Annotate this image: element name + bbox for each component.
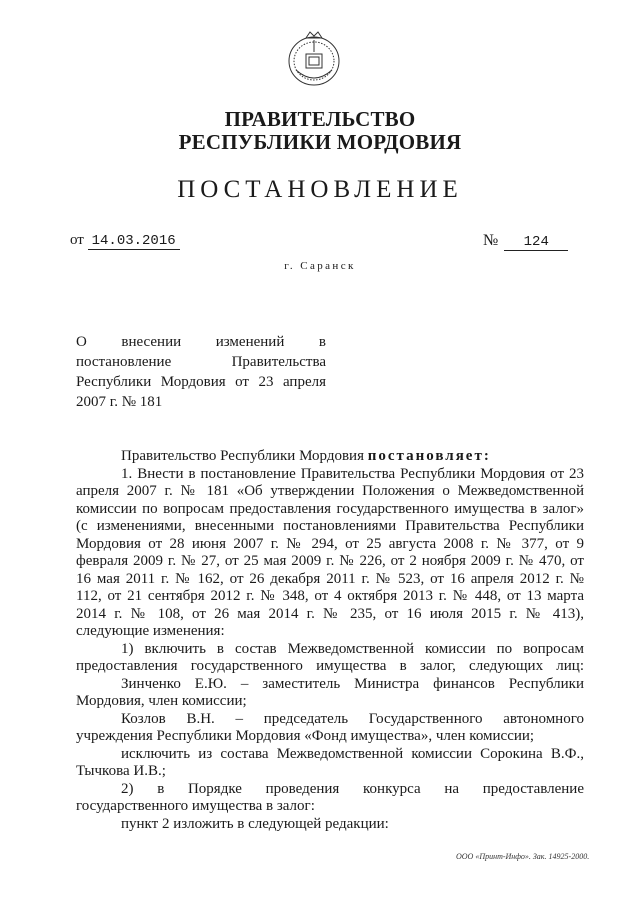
body-line: Мордовия от 28 июня 2007 г. № 294, от 25 августа 2008 г. № 377, от 9 <box>76 535 584 552</box>
body-line: предоставления государственного имущества в залог, следующих лиц: <box>76 658 584 674</box>
body-line: февраля 2009 г. № 27, от 25 мая 2009 г. № 226, от 2 ноября 2009 г. № 470, от <box>76 553 584 569</box>
body-line: комиссии по вопросам предоставления государственного имущества в залог» <box>76 500 584 517</box>
body-line: 16 мая 2011 г. № 162, от 26 декабря 2011 г. № 523, от 16 апреля 2012 г. № <box>76 570 584 587</box>
body-line: 1) включить в состав Межведомственной комиссии по вопросам <box>121 640 584 657</box>
printer-imprint: ООО «Принт-Инфо». Зак. 14925-2000. <box>456 852 590 861</box>
subject-block <box>76 332 326 412</box>
body-line: следующие изменения: <box>76 623 225 639</box>
intro-text: Правительство Республики Мордовия <box>121 448 368 464</box>
body-line: Тычкова И.В.; <box>76 763 166 779</box>
subject-line: О внесении изменений в <box>76 334 326 350</box>
intro-decree-word: постановляет: <box>367 448 491 464</box>
document-number: 124 <box>504 234 568 251</box>
document-type-title: ПОСТАНОВЛЕНИЕ <box>177 176 463 203</box>
subject-line: постановление Правительства <box>76 354 326 370</box>
body-line: Зинченко Е.Ю. – заместитель Министра финансов Республики <box>121 675 584 692</box>
subject-line: Республики Мордовия от 23 апреля <box>76 374 326 390</box>
government-title-line-2: РЕСПУБЛИКИ МОРДОВИЯ <box>178 130 462 154</box>
body-line: 2014 г. № 108, от 26 мая 2014 г. № 235, от 16 июля 2015 г. № 413), <box>76 605 584 622</box>
body-line: апреля 2007 г. № 181 «Об утверждении Положения о Межведомственной <box>76 483 584 499</box>
body-line: 112, от 21 сентября 2012 г. № 348, от 4 октября 2013 г. № 448, от 13 марта <box>76 588 584 604</box>
body-line: (с изменениями, внесенными постановлениями Правительства Республики <box>76 518 584 534</box>
date-prefix: от <box>70 232 84 248</box>
date-field <box>70 232 180 249</box>
document-body <box>76 448 584 833</box>
body-line: Мордовия, член комиссии; <box>76 693 247 709</box>
body-line: 2) в Порядке проведения конкурса на предоставление <box>121 780 584 797</box>
coat-of-arms-icon <box>286 30 342 88</box>
city-label: г. Саранск <box>284 260 356 272</box>
body-line: учреждения Республики Мордовия «Фонд имущества», член комиссии; <box>76 728 535 744</box>
body-intro <box>76 448 584 466</box>
body-line: исключить из состава Межведомственной комиссии Сорокина В.Ф., <box>121 745 584 762</box>
government-title-line-1: ПРАВИТЕЛЬСТВО <box>224 107 416 131</box>
body-line: пункт 2 изложить в следующей редакции: <box>121 815 389 832</box>
body-line: 1. Внести в постановление Правительства Республики Мордовия от 23 <box>121 465 584 482</box>
body-line: Козлов В.Н. – председатель Государственного автономного <box>121 710 584 727</box>
number-prefix: № <box>483 232 499 249</box>
body-line: государственного имущества в залог: <box>76 798 315 814</box>
subject-line: 2007 г. № 181 <box>76 394 163 410</box>
document-date: 14.03.2016 <box>88 233 180 250</box>
number-field <box>483 232 568 251</box>
